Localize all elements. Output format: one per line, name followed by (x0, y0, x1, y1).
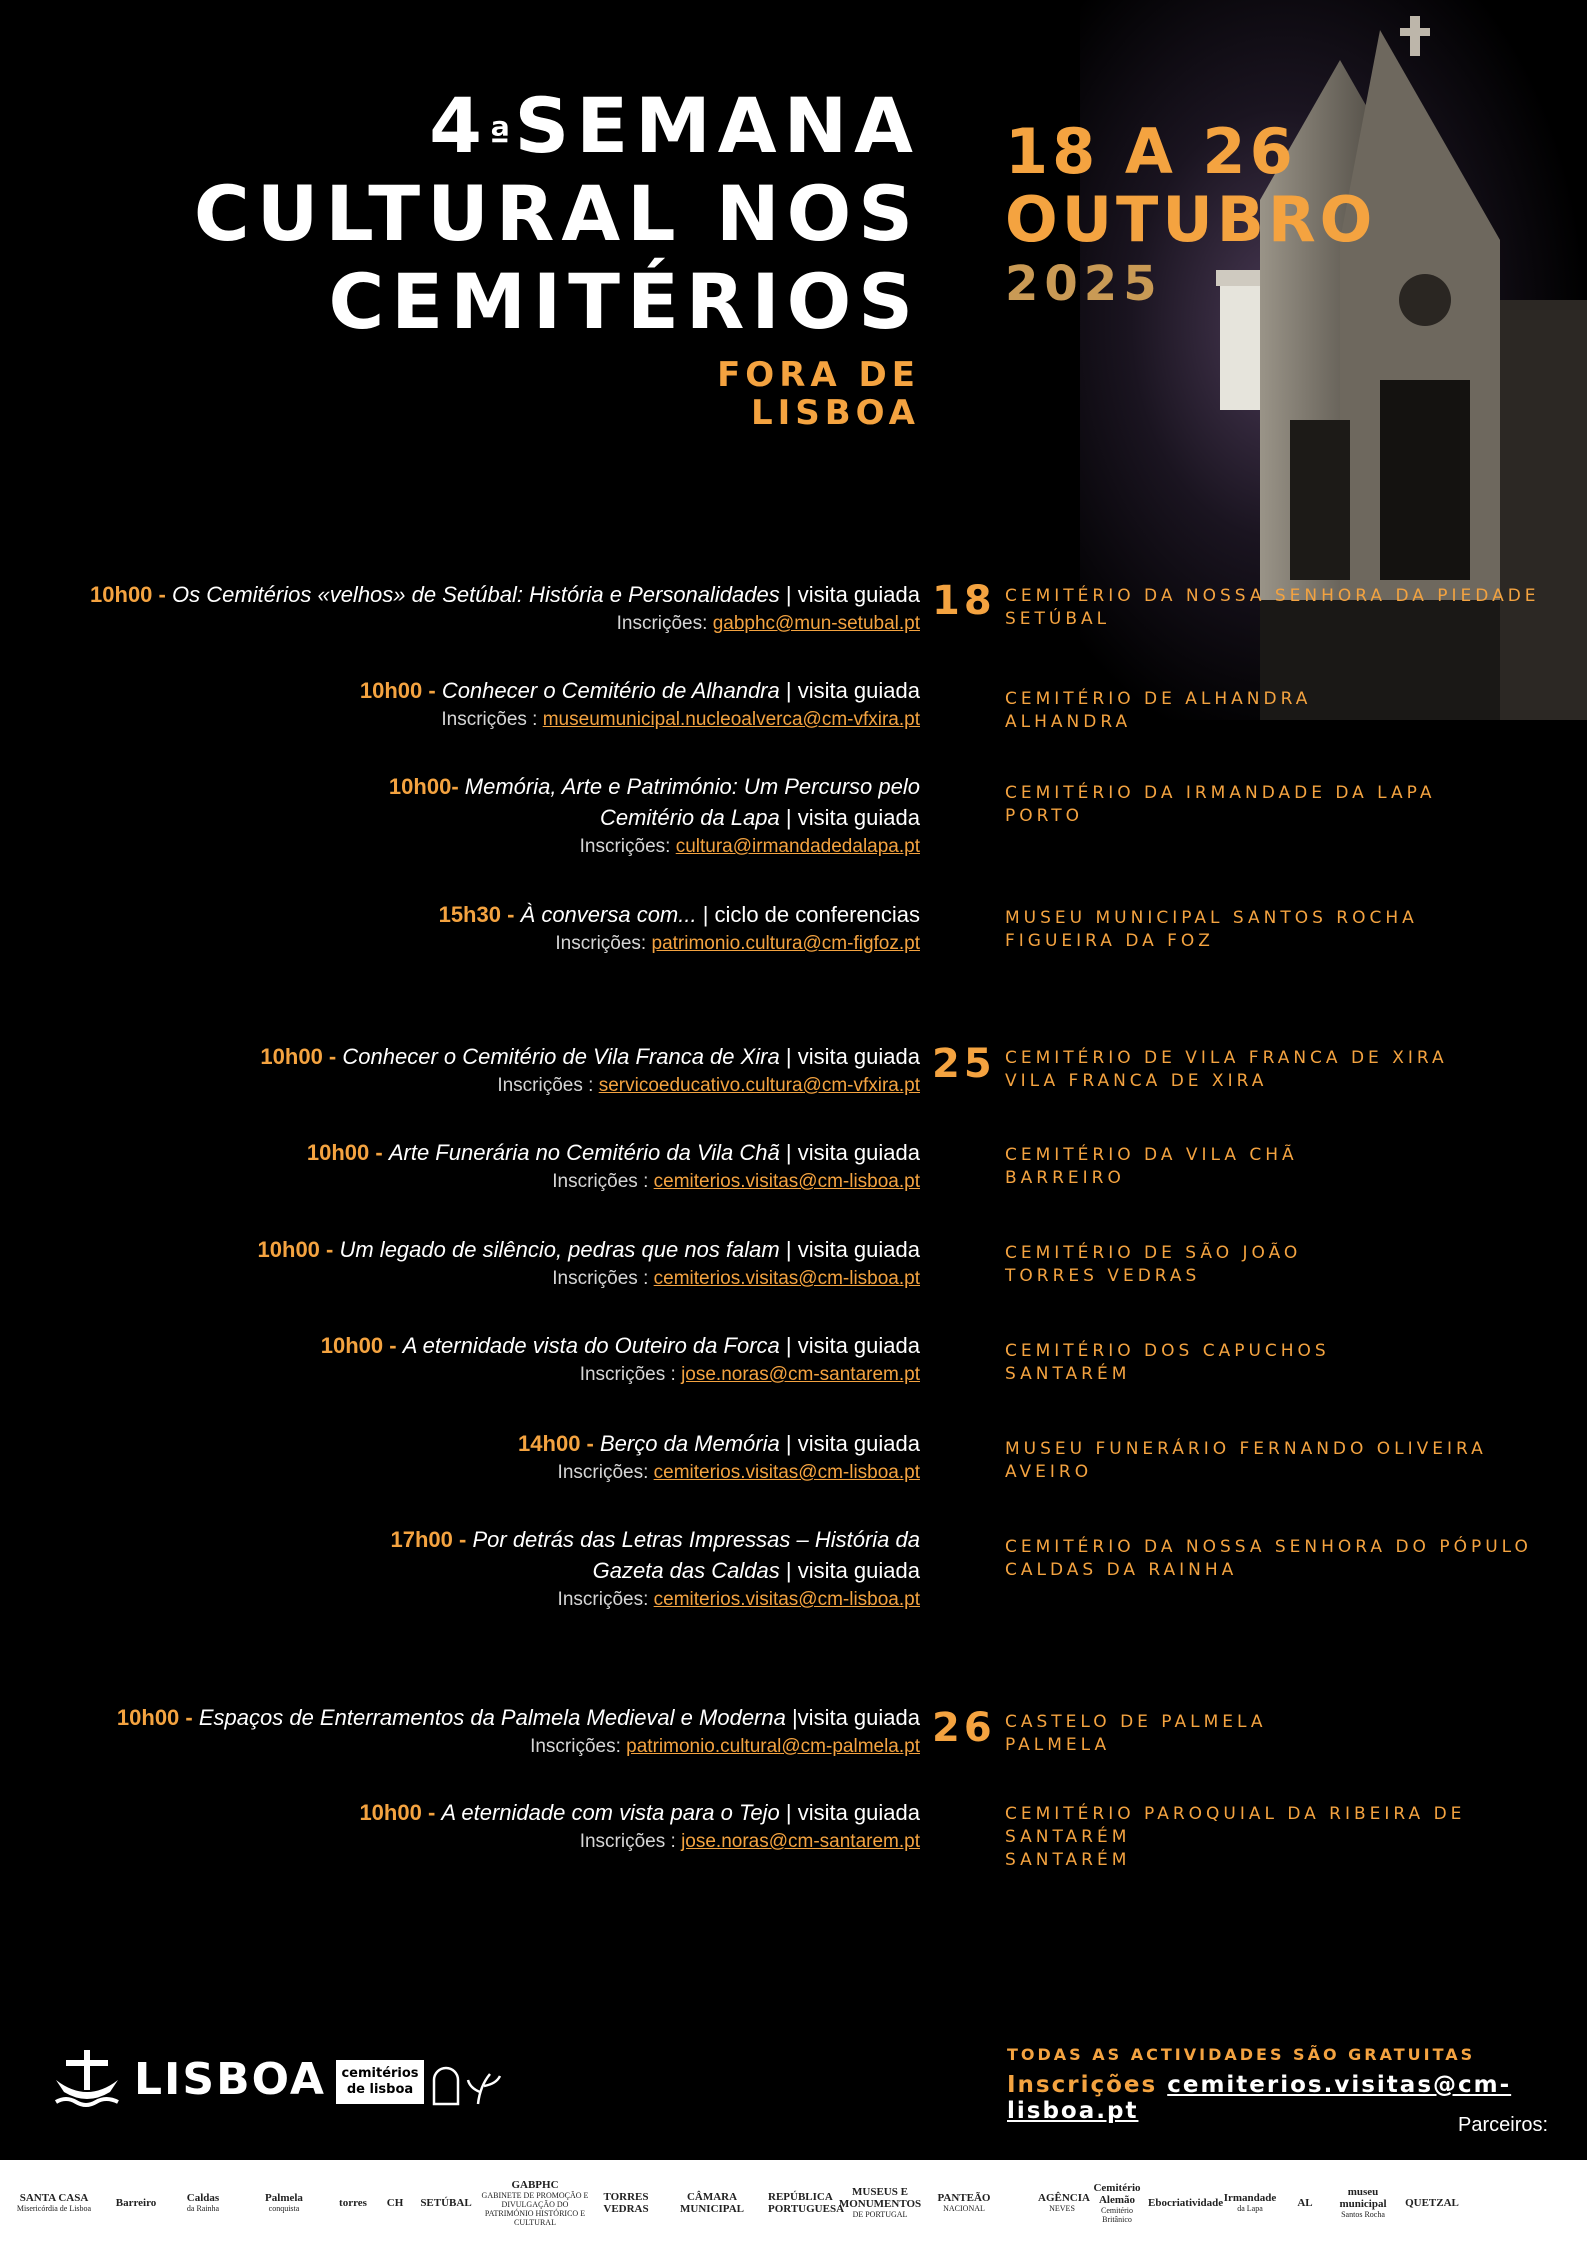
event-type: | visita guiada (779, 582, 920, 607)
event-registration: Inscrições: cemiterios.visitas@cm-lisboa.pt (557, 1462, 920, 1483)
tombstone-plant-icon (430, 2066, 506, 2106)
event-type: | visita guiada (779, 805, 920, 830)
partner-logo: GABPHC GABINETE DE PROMOÇÃO E DIVULGAÇÃO DO PATRIMÓNIO HISTÓRICO E CULTURAL (481, 2178, 589, 2227)
day-marker: 18 (932, 578, 996, 624)
event-listing (439, 899, 920, 958)
registration-email-link[interactable]: cemiterios.visitas@cm-lisboa.pt (653, 1589, 920, 1610)
event-listing (518, 1428, 920, 1487)
event-title-line: 10h00 - Os Cemitérios «velhos» de Setúbal: História e Personalidades | visita guiada (90, 582, 920, 607)
event-name: Arte Funerária no Cemitério da Vila Chã (388, 1140, 780, 1165)
partners-logo-strip (0, 2160, 1587, 2245)
event-title-line (389, 802, 920, 833)
partner-logo: QUETZAL (1405, 2196, 1459, 2209)
venue-town: TORRES VEDRAS (1005, 1266, 1201, 1286)
venue-name: CEMITÉRIO DA IRMANDADE DA LAPA (1005, 783, 1436, 803)
registration-email-link[interactable]: jose.noras@cm-santarem.pt (681, 1831, 920, 1852)
venue-town: ALHANDRA (1005, 712, 1132, 732)
event-listing (258, 1234, 920, 1293)
event-listing (117, 1702, 920, 1761)
event-venue (1005, 1144, 1298, 1190)
registration-email-link[interactable]: museumunicipal.nucleoalverca@cm-vfxira.pt (542, 709, 920, 730)
venue-town: AVEIRO (1005, 1462, 1093, 1482)
registration-email-link[interactable]: cemiterios.visitas@cm-lisboa.pt (653, 1171, 920, 1192)
registration-email-link[interactable]: cemiterios.visitas@cm-lisboa.pt (1007, 2072, 1512, 2124)
partner-logo: Caldas da Rainha (186, 2192, 220, 2213)
registration-email-link[interactable]: patrimonio.cultura@cm-figfoz.pt (651, 933, 920, 954)
event-title-line: 14h00 - Berço da Memória | visita guiada (518, 1431, 920, 1456)
event-venue (1005, 1340, 1330, 1386)
event-name: Os Cemitérios «velhos» de Setúbal: História e Personalidades (171, 582, 780, 607)
event-time: 10h00 (306, 1140, 370, 1165)
registration-email-link[interactable]: patrimonio.cultural@cm-palmela.pt (626, 1736, 920, 1757)
day-marker: 25 (932, 1041, 996, 1087)
partner-logo: CÂMARA MUNICIPAL (680, 2190, 744, 2215)
venue-town: SETÚBAL (1005, 609, 1111, 629)
ship-crest-icon (52, 2046, 122, 2112)
partner-logo: PANTEÃO NACIONAL (937, 2192, 991, 2213)
event-name: Por detrás das Letras Impressas – História da (472, 1527, 920, 1552)
venue-name: MUSEU MUNICIPAL SANTOS ROCHA (1005, 908, 1418, 928)
venue-name: CEMITÉRIO DA NOSSA SENHORA DO PÓPULO (1005, 1537, 1532, 1557)
registration-email-link[interactable]: jose.noras@cm-santarem.pt (681, 1364, 920, 1385)
venue-town: CALDAS DA RAINHA (1005, 1560, 1238, 1580)
partner-logo: SETÚBAL (420, 2196, 472, 2209)
event-title-line: 10h00 - Arte Funerária no Cemitério da Vila Chã | visita guiada (306, 1140, 920, 1165)
venue-town: BARREIRO (1005, 1168, 1125, 1188)
event-title-line: 10h00- Memória, Arte e Património: Um Percurso pelo (388, 774, 920, 799)
venue-name: CEMITÉRIO PAROQUIAL DA RIBEIRA DE SANTARÉM (1005, 1804, 1466, 1847)
venue-name: CEMITÉRIO DA VILA CHÃ (1005, 1145, 1298, 1165)
partner-logo: Irmandade da Lapa (1223, 2192, 1277, 2213)
event-subtitle: FORA DE LISBOA (717, 355, 920, 433)
event-title-line (391, 1555, 920, 1586)
venue-town: FIGUEIRA DA FOZ (1005, 931, 1214, 951)
event-time: 10h00 (320, 1333, 384, 1358)
event-time: 10h00 (359, 678, 423, 703)
cemiterios-de-lisboa-logo: cemitérios de lisboa (336, 2060, 424, 2104)
event-name: A eternidade vista do Outeiro da Forca (402, 1333, 780, 1358)
event-registration: Inscrições: patrimonio.cultura@cm-figfoz.pt (555, 933, 920, 954)
venue-name: CEMITÉRIO DE VILA FRANCA DE XIRA (1005, 1048, 1448, 1068)
event-venue (1005, 907, 1418, 953)
event-time: 17h00 (390, 1527, 453, 1552)
event-time: 10h00 (257, 1237, 320, 1262)
event-title: $4^ªSEMANA$ CULTURAL NOS CEMITÉRIOS (193, 81, 920, 346)
event-venue (1005, 1803, 1587, 1872)
event-name: Berço da Memória (600, 1431, 780, 1456)
partner-logo: museu municipal Santos Rocha (1339, 2186, 1387, 2219)
event-venue (1005, 1438, 1487, 1484)
event-registration: Inscrições: gabphc@mun-setubal.pt (616, 613, 920, 634)
event-registration: Inscrições: patrimonio.cultural@cm-palmela.pt (530, 1736, 920, 1757)
lisboa-logo: LISBOA (52, 2046, 326, 2112)
venue-town: PALMELA (1005, 1735, 1111, 1755)
partner-logo: Barreiro (115, 2196, 157, 2209)
event-registration: Inscrições : servicoeducativo.cultura@cm-vfxira.pt (497, 1075, 920, 1096)
partner-logo: Palmela conquista (265, 2192, 303, 2213)
venue-name: CEMITÉRIO DOS CAPUCHOS (1005, 1341, 1330, 1361)
partners-label: Parceiros: (1458, 2114, 1549, 2136)
event-listing (307, 1137, 920, 1196)
partner-logo: AL (1297, 2196, 1313, 2209)
event-title-line: 15h30 - À conversa com... | ciclo de conferencias (438, 902, 920, 927)
event-listing (360, 675, 920, 734)
event-name: Cemitério da Lapa (599, 805, 780, 830)
event-listing (389, 771, 920, 861)
event-registration: Inscrições : cemiterios.visitas@cm-lisboa.pt (552, 1268, 920, 1289)
registration-email-link[interactable]: cultura@irmandadedalapa.pt (675, 836, 920, 857)
event-time: 14h00 (518, 1431, 581, 1456)
event-listing (321, 1330, 920, 1389)
event-venue (1005, 1047, 1448, 1093)
event-name: À conversa com... (520, 902, 697, 927)
registration-email-link[interactable]: cemiterios.visitas@cm-lisboa.pt (653, 1462, 920, 1483)
partner-logo: torres (339, 2196, 367, 2209)
partner-logo: CH (386, 2196, 404, 2209)
event-name: Um legado de silêncio, pedras que nos falam (339, 1237, 780, 1262)
partner-logo: REPÚBLICA PORTUGUESA (768, 2190, 845, 2215)
event-venue (1005, 782, 1435, 828)
partner-logo: Cemitério Alemão Cemitério Britânico (1093, 2181, 1141, 2224)
partner-logo: AGÊNCIA NEVES (1038, 2192, 1090, 2213)
free-activities-note: TODAS AS ACTIVIDADES SÃO GRATUITAS (1007, 2045, 1476, 2064)
venue-name: CASTELO DE PALMELA (1005, 1712, 1267, 1732)
event-type: | visita guiada (779, 678, 920, 703)
event-name: Conhecer o Cemitério de Vila Franca de Xira (342, 1044, 780, 1069)
event-time: 10h00 (260, 1044, 323, 1069)
partner-logo: TORRES VEDRAS (603, 2190, 649, 2215)
venue-name: MUSEU FUNERÁRIO FERNANDO OLIVEIRA (1005, 1439, 1487, 1459)
event-title-line: 10h00 - Conhecer o Cemitério de Vila Franca de Xira | visita guiada (260, 1044, 920, 1069)
event-type: | visita guiada (779, 1044, 920, 1069)
event-listing (90, 579, 920, 638)
event-registration: Inscrições : cemiterios.visitas@cm-lisboa.pt (552, 1171, 920, 1192)
event-listing (359, 1797, 920, 1856)
event-type: |visita guiada (785, 1705, 920, 1730)
event-type: | ciclo de conferencias (696, 902, 920, 927)
event-type: | visita guiada (779, 1140, 920, 1165)
event-title-line: 17h00 - Por detrás das Letras Impressas – História da (390, 1527, 920, 1552)
event-registration: Inscrições : jose.noras@cm-santarem.pt (579, 1364, 920, 1385)
partner-logo: Ebocriatividade (1148, 2196, 1224, 2209)
event-name: Gazeta das Caldas (592, 1558, 780, 1583)
event-type: | visita guiada (779, 1333, 920, 1358)
day-marker: 26 (932, 1705, 996, 1751)
partner-logo: MUSEUS E MONUMENTOS DE PORTUGAL (838, 2186, 922, 2219)
venue-name: CEMITÉRIO DA NOSSA SENHORA DA PIEDADE (1005, 586, 1540, 606)
event-registration: Inscrições: cemiterios.visitas@cm-lisboa.pt (557, 1589, 920, 1610)
event-venue (1005, 1242, 1301, 1288)
event-type: | visita guiada (779, 1558, 920, 1583)
event-time: 10h00 (388, 774, 452, 799)
event-registration: Inscrições : museumunicipal.nucleoalverca@cm-vfxira.pt (441, 709, 920, 730)
venue-name: CEMITÉRIO DE SÃO JOÃO (1005, 1243, 1302, 1263)
event-title-line: 10h00 - A eternidade vista do Outeiro da Forca | visita guiada (320, 1333, 920, 1358)
event-venue (1005, 585, 1540, 631)
venue-town: PORTO (1005, 806, 1083, 826)
event-title-line: 10h00 - Conhecer o Cemitério de Alhandra | visita guiada (359, 678, 920, 703)
event-type: | visita guiada (779, 1800, 920, 1825)
event-venue (1005, 688, 1311, 734)
registration-contact: Inscrições cemiterios.visitas@cm-lisboa.pt (1007, 2072, 1512, 2124)
event-time: 10h00 (90, 582, 153, 607)
venue-town: SANTARÉM (1005, 1364, 1131, 1384)
venue-town: VILA FRANCA DE XIRA (1005, 1071, 1268, 1091)
event-title-line: 10h00 - Espaços de Enterramentos da Palmela Medieval e Moderna |visita guiada (116, 1705, 920, 1730)
registration-email-link[interactable]: cemiterios.visitas@cm-lisboa.pt (653, 1268, 920, 1289)
event-time: 15h30 (438, 902, 501, 927)
event-name: Conhecer o Cemitério de Alhandra (441, 678, 780, 703)
event-listing (260, 1041, 920, 1100)
venue-name: CEMITÉRIO DE ALHANDRA (1005, 689, 1312, 709)
event-time: 10h00 (359, 1800, 422, 1825)
event-registration: Inscrições: cultura@irmandadedalapa.pt (579, 836, 920, 857)
event-dates: 18 A 26 OUTUBRO 2025 (1005, 115, 1377, 312)
registration-email-link[interactable]: gabphc@mun-setubal.pt (712, 613, 920, 634)
venue-town: SANTARÉM (1005, 1850, 1131, 1870)
event-title-line: 10h00 - Um legado de silêncio, pedras que nos falam | visita guiada (257, 1237, 920, 1262)
registration-email-link[interactable]: servicoeducativo.cultura@cm-vfxira.pt (598, 1075, 920, 1096)
partner-logo: SANTA CASA Misericórdia de Lisboa (16, 2192, 92, 2213)
event-name: Memória, Arte e Património: Um Percurso pelo (464, 774, 920, 799)
event-type: | visita guiada (779, 1431, 920, 1456)
event-venue (1005, 1711, 1266, 1757)
event-venue (1005, 1536, 1532, 1582)
event-name: A eternidade com vista para o Tejo (441, 1800, 780, 1825)
event-title-line: 10h00 - A eternidade com vista para o Tejo | visita guiada (359, 1800, 920, 1825)
event-registration: Inscrições : jose.noras@cm-santarem.pt (579, 1831, 920, 1852)
event-name: Espaços de Enterramentos da Palmela Medieval e Moderna (198, 1705, 786, 1730)
event-time: 10h00 (116, 1705, 180, 1730)
event-type: | visita guiada (779, 1237, 920, 1262)
event-listing (391, 1524, 920, 1614)
